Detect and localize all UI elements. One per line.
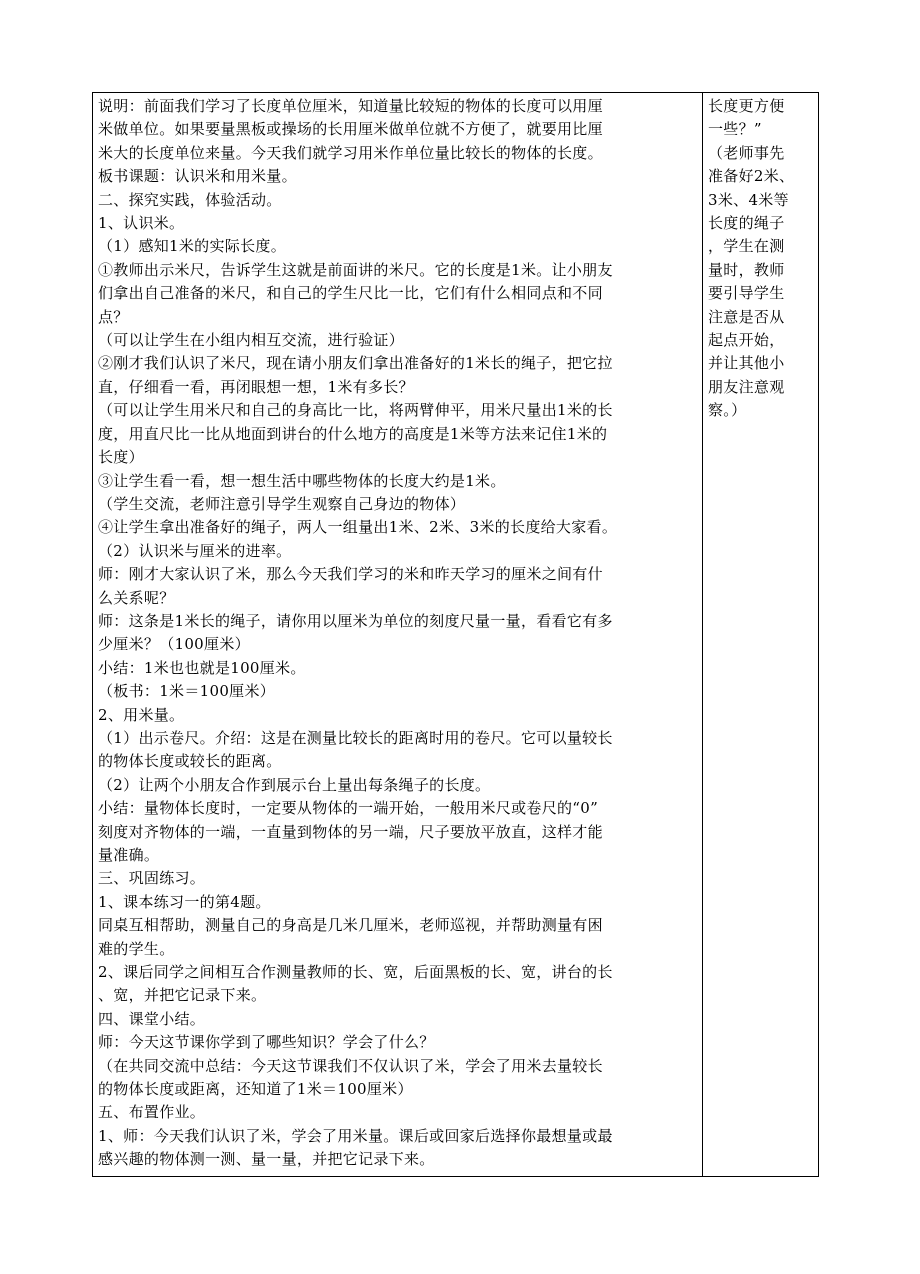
text-line: 说明：前面我们学习了长度单位厘米，知道量比较短的物体的长度可以用厘 [98,97,603,115]
text-line: 们拿出自己准备的米尺，和自己的学生尺比一比，它们有什么相同点和不同 [98,284,603,303]
table-row [93,93,819,1177]
text-line: 度，用直尺比一比从地面到讲台的什么地方的高度是1米等方法来记住1米的 [98,424,608,443]
text-line: （在共同交流中总结：今天这节课我们不仅认识了米，学会了用米去量较长 [98,1056,603,1075]
text-line: 小结：量物体长度时，一定要从物体的一端开始，一般用米尺或卷尺的“0” [98,799,599,818]
text-line: （2）让两个小朋友合作到展示台上量出每条绳子的长度。 [98,775,491,794]
text-line: ④让学生拿出准备好的绳子，两人一组量出1米、2米、3米的长度给大家看。 [98,518,618,537]
text-line: 师：今天这节课你学到了哪些知识？学会了什么？ [98,1033,435,1052]
note-line: 量时，教师 [708,260,785,279]
note-line: 准备好2米、 [708,167,795,186]
section-heading: 二、探究实践，体验活动。 [98,190,282,209]
note-line: 朋友注意观 [708,377,785,396]
text-line: 米大的长度单位来量。今天我们就学习用米作单位量比较长的物体的长度。 [98,143,603,162]
text-line: 的物体长度或较长的距离。 [98,752,282,771]
note-line: 长度的绳子 [708,214,785,233]
text-line: 1、认识米。 [98,214,185,233]
text-line: 小结：1米也也就是100厘米。 [98,658,306,677]
text-line: 2、用米量。 [98,705,185,724]
section-heading: 四、课堂小结。 [98,1009,206,1028]
text-line: 感兴趣的物体测一测、量一量，并把它记录下来。 [98,1150,435,1169]
section-heading: 三、巩固练习。 [98,869,206,888]
text-line: （2）认识米与厘米的进率。 [98,541,292,560]
text-line: （学生交流，老师注意引导学生观察自己身边的物体） [98,494,466,513]
lesson-content-cell [93,93,703,1177]
text-line: 2、课后同学之间相互合作测量教师的长、宽，后面黑板的长、宽，讲台的长 [98,963,613,982]
note-line: 要引导学生 [708,284,785,303]
text-line: （1）感知1米的实际长度。 [98,237,286,256]
note-line: 3米、4米等 [708,190,789,209]
text-line: 么关系呢？ [98,588,175,607]
note-line: ，学生在测 [708,237,785,256]
text-line: （1）出示卷尺。介绍：这是在测量比较长的距离时用的卷尺。它可以量较长 [98,728,613,747]
text-line: 米做单位。如果要量黑板或操场的长用厘米做单位就不方便了，就要用比厘 [98,120,603,139]
text-line: 师：这条是1米长的绳子，请你用以厘米为单位的刻度尺量一量，看看它有多 [98,611,613,630]
text-line: 的物体长度或距离，还知道了1米＝100厘米） [98,1080,413,1099]
text-line: ③让学生看一看，想一想生活中哪些物体的长度大约是1米。 [98,471,506,490]
section-heading: 五、布置作业。 [98,1103,206,1122]
note-line: 长度更方便 [708,97,785,115]
note-line: 注意是否从 [708,307,785,326]
text-line: 1、课本练习一的第4题。 [98,892,271,911]
text-line: ①教师出示米尺，告诉学生这就是前面讲的米尺。它的长度是1米。让小朋友 [98,260,613,279]
text-line: 、宽，并把它记录下来。 [98,986,267,1005]
text-line: （可以让学生用米尺和自己的身高比一比，将两臂伸平，用米尺量出1米的长 [98,401,613,420]
text-line: 同桌互相帮助，测量自己的身高是几米几厘米，老师巡视，并帮助测量有困 [98,916,603,935]
note-line: 起点开始， [708,331,785,350]
text-line: 量准确。 [98,846,160,864]
text-line: 1、师：今天我们认识了米，学会了用米量。课后或回家后选择你最想量或最 [98,1126,613,1145]
text-line: 点？ [98,307,129,326]
text-line: 长度） [98,448,144,467]
text-line: 少厘米？（100厘米） [98,635,250,654]
text-line: 师：刚才大家认识了米，那么今天我们学习的米和昨天学习的厘米之间有什 [98,565,603,584]
note-line: 察。） [708,401,747,420]
lesson-plan-table [92,92,819,1177]
teacher-notes-cell [703,93,819,1177]
text-line: 直，仔细看一看，再闭眼想一想，1米有多长？ [98,377,414,396]
note-line: 并让其他小 [708,354,785,373]
text-line: ②刚才我们认识了米尺，现在请小朋友们拿出准备好的1米长的绳子，把它拉 [98,354,613,373]
note-line: （老师事先 [708,143,785,162]
text-line: 刻度对齐物体的一端，一直量到物体的另一端，尺子要放平放直，这样才能 [98,822,603,841]
text-line: （可以让学生在小组内相互交流，进行验证） [98,331,405,350]
text-line: （板书：1米＝100厘米） [98,682,276,701]
text-line: 板书课题：认识米和用米量。 [98,167,297,186]
note-line: 一些？” [708,120,762,139]
text-line: 难的学生。 [98,939,175,958]
